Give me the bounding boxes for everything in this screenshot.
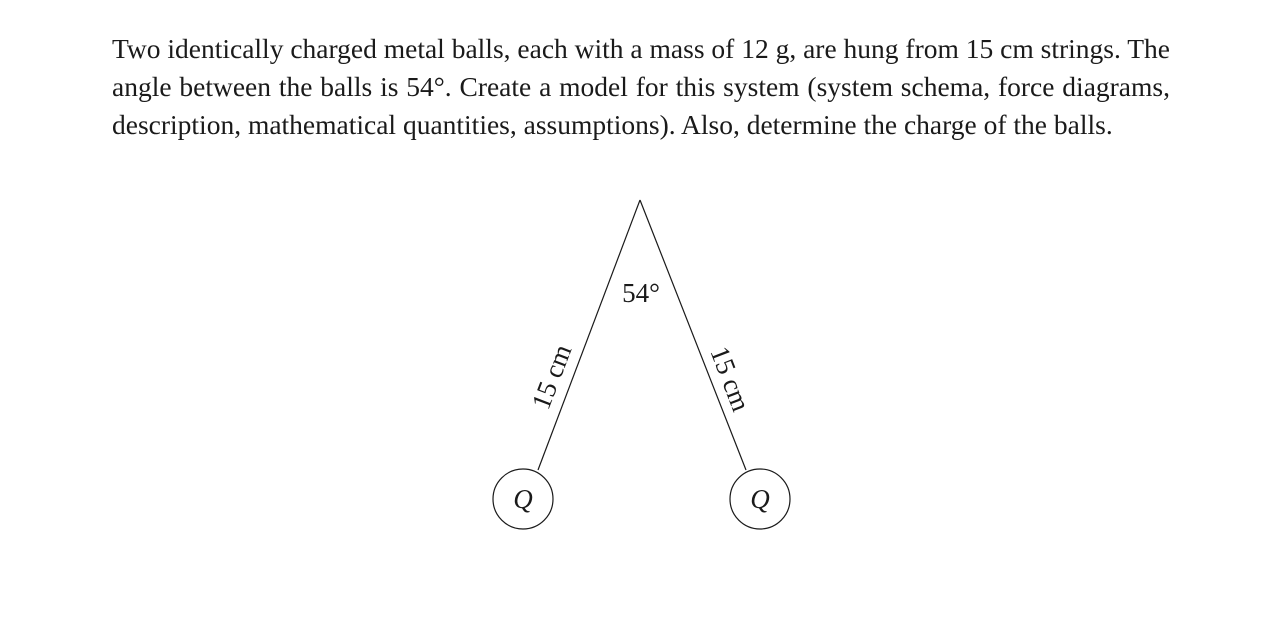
- right-ball-charge-label: Q: [750, 484, 770, 514]
- problem-statement: Two identically charged metal balls, each with a mass of 12 g, are hung from 15 cm strings. The angle between the balls is 54°. Create a model for this system (system schema, force diagrams, description, mathematical quantities, assumptions). Also, determine the charge of the balls.: [112, 33, 1170, 140]
- right-string-length-label: 15 cm: [704, 342, 757, 416]
- angle-label: 54°: [622, 278, 660, 308]
- left-string: [538, 200, 640, 470]
- right-string: [640, 200, 746, 470]
- left-string-length-label: 15 cm: [525, 340, 578, 414]
- left-ball-charge-label: Q: [513, 484, 533, 514]
